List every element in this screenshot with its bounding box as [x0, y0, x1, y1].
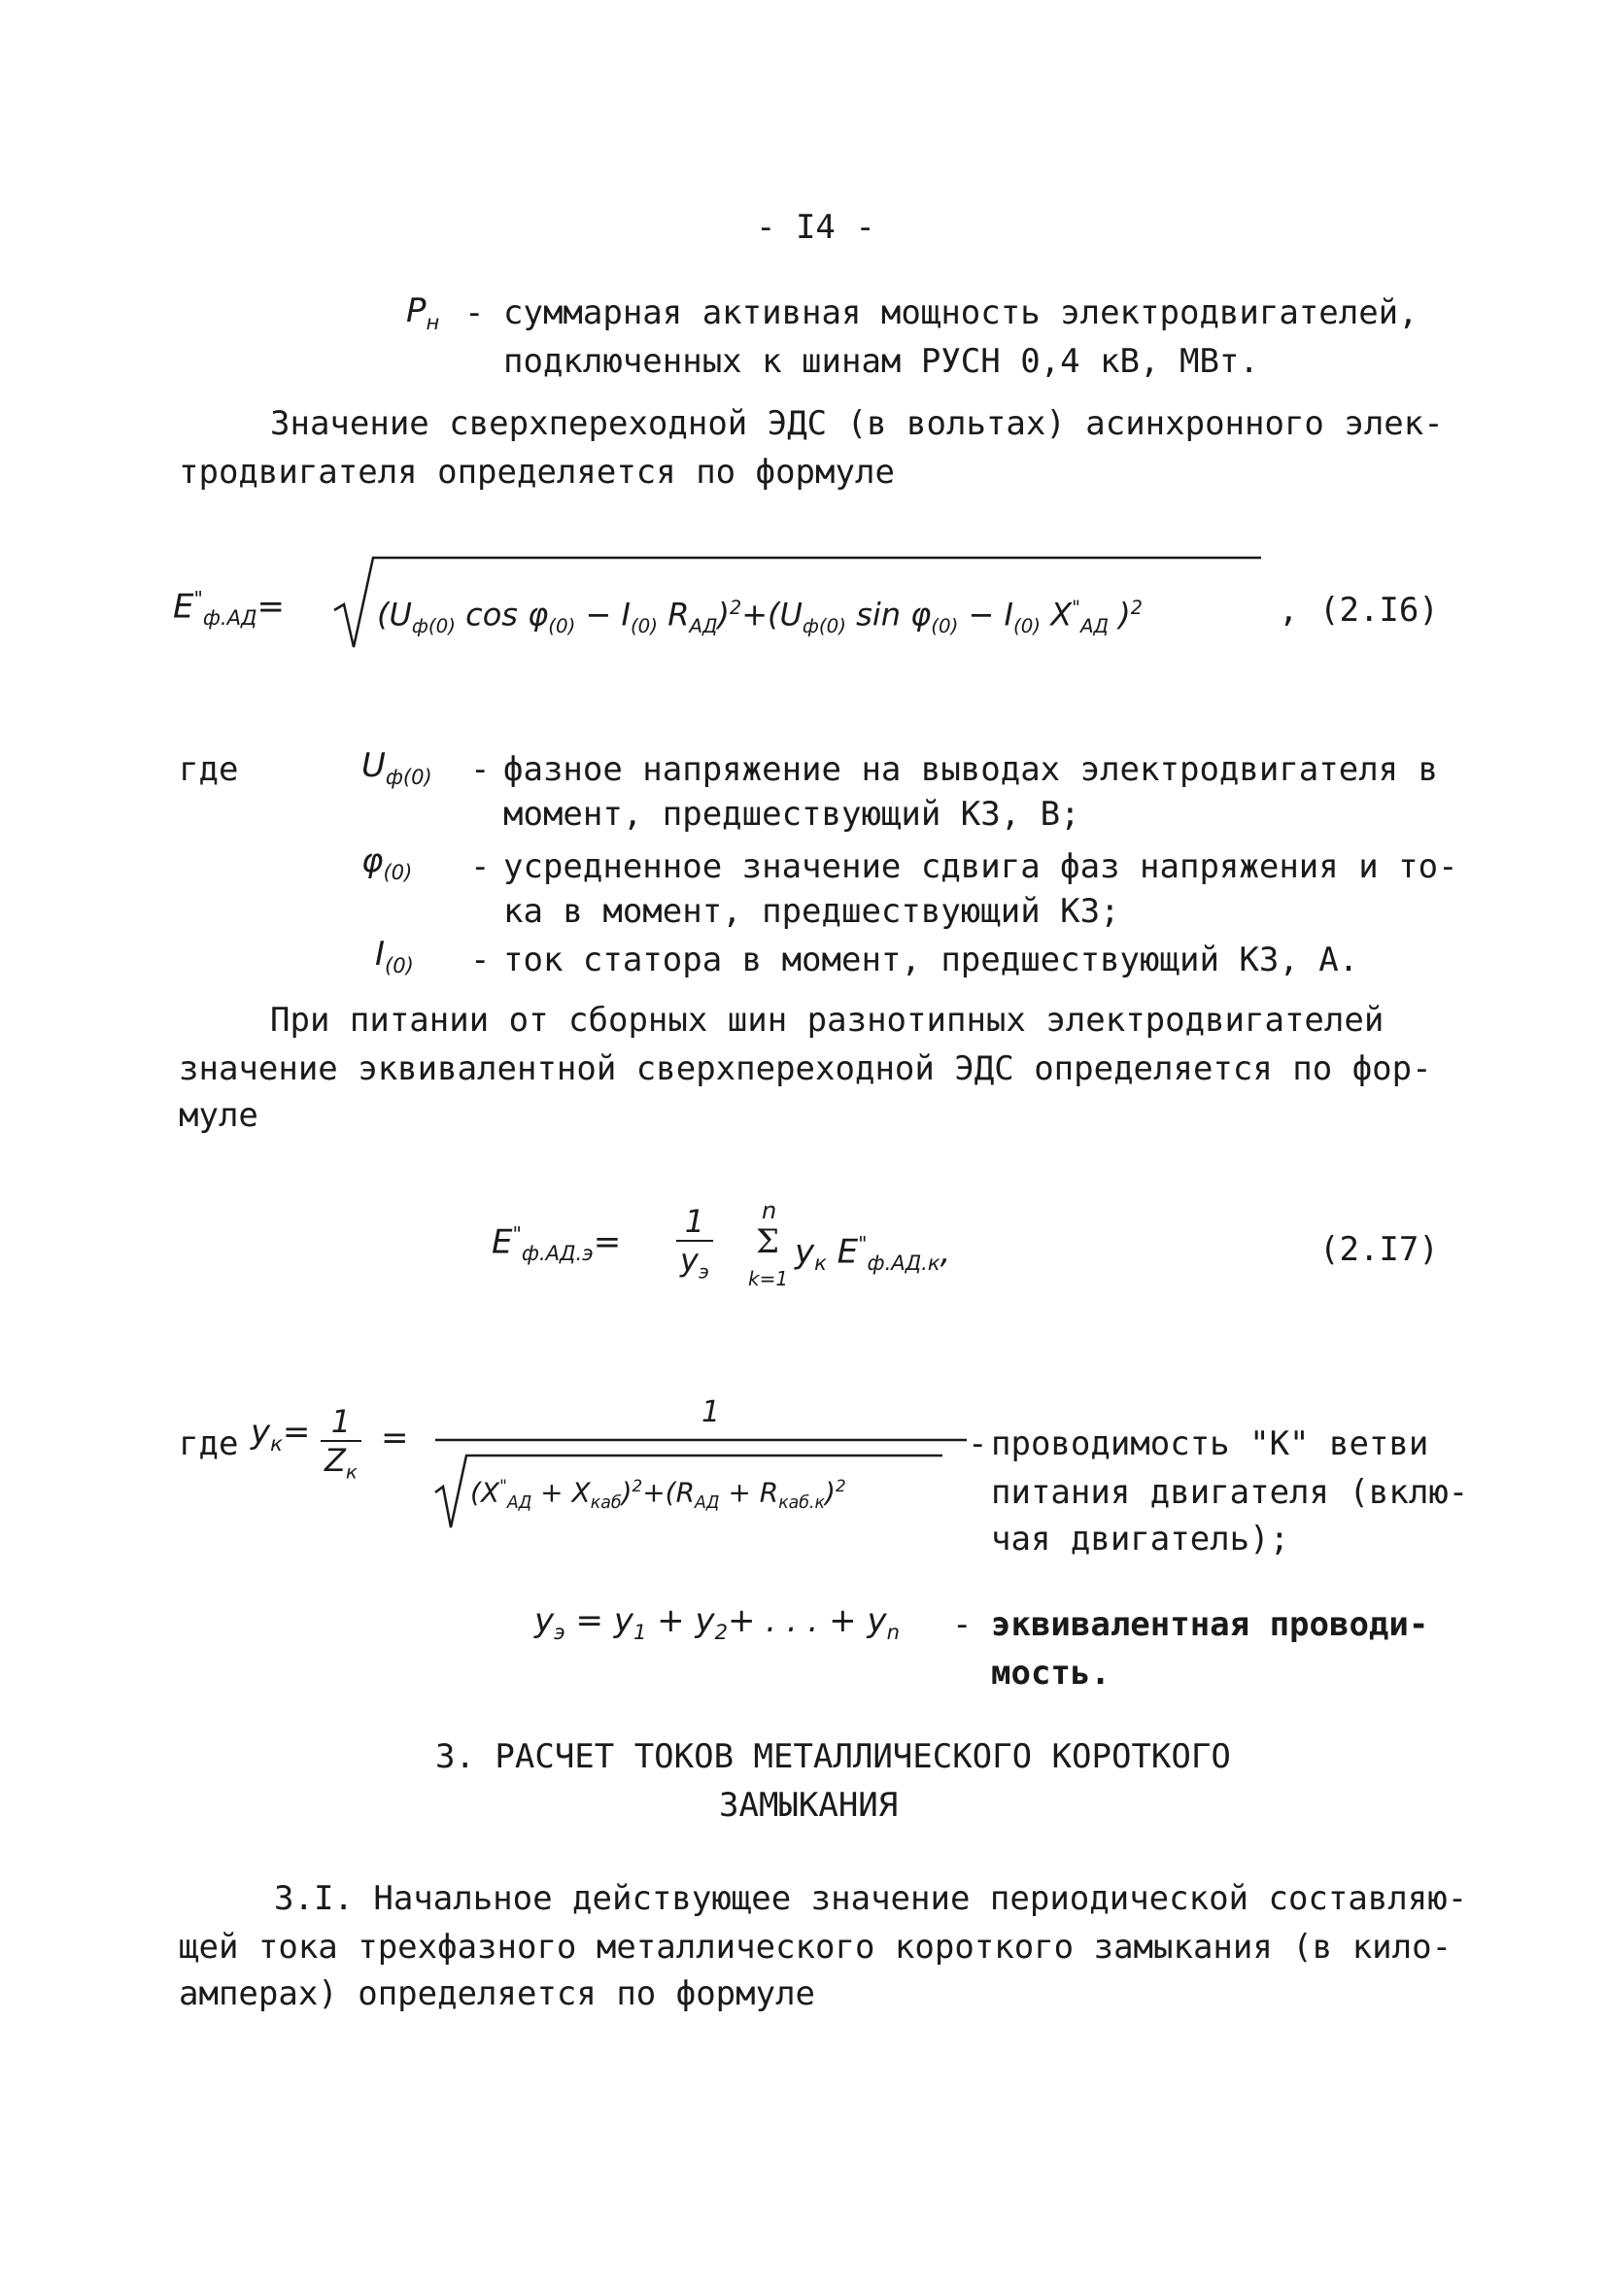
- equation-2-16: $E^"_{ф.АД}=$: [173, 587, 285, 631]
- def-dash: -: [464, 293, 485, 332]
- ye-desc-line2: мость.: [991, 1654, 1111, 1693]
- para1-line1: Значение сверхпереходной ЭДС (в вольтах) асинхронного элек-: [270, 404, 1444, 443]
- where2-desc-line1: проводимость "К" ветви: [991, 1424, 1429, 1463]
- symbol-p-n: [406, 288, 439, 346]
- where1-item2-line2: ка в момент, предшествующий КЗ;: [503, 892, 1120, 931]
- where1-item2-line1: усредненное значение сдвига фаз напряжения и то-: [503, 847, 1458, 886]
- big-fraction-numerator: 1: [701, 1395, 721, 1429]
- equation-number-2-16: (2.I6): [1319, 591, 1439, 630]
- equation-2-17-rhs: $y_к$ $E^"_{ф.АД.к}$,: [795, 1232, 951, 1276]
- para2-line2: значение эквивалентной сверхпереходной ЭДС определяется по фор-: [179, 1049, 1432, 1088]
- symbol-u-phi: $U_{ф(0)}$: [361, 746, 432, 789]
- symbol-p: P: [406, 291, 427, 330]
- where1-dash-3: -: [470, 941, 491, 979]
- yk-symbol: $y_к=$: [251, 1413, 311, 1456]
- def-p-line1: суммарная активная мощность электродвигателей,: [503, 293, 1419, 332]
- eq-2-17-fraction: $\frac{1}{y_э}$: [676, 1203, 713, 1283]
- where2-desc-line3: чая двигатель);: [991, 1520, 1290, 1559]
- equation-2-16-radicand: ($U_{ф(0)}$ $\cos \varphi_{(0)} - I_{(0)}$ $R_{АД})^2+(U_{ф(0)}$ $\sin \varphi_{(0)} - I_{(0)}$ $X^"_{АД}$ )$^2$: [377, 596, 1143, 638]
- where1-dash-1: -: [470, 750, 491, 789]
- sum-lower-limit: k=1: [748, 1267, 789, 1290]
- where2-desc-line2: питания двигателя (вклю-: [991, 1473, 1469, 1512]
- ye-dash: -: [952, 1605, 973, 1644]
- big-fraction-denominator: $(X^"_{АД} + X_{каб})^2+(R_{АД} + R_{каб.к})^2$: [470, 1476, 846, 1513]
- sum-sign: Σ: [756, 1222, 780, 1261]
- para3-line2: щей тока трехфазного металлического короткого замыкания (в кило-: [179, 1928, 1453, 1967]
- where1-dash-2: -: [470, 847, 491, 886]
- where2-dash: -: [968, 1424, 988, 1463]
- where1-item1-line2: момент, предшествующий КЗ, В;: [503, 795, 1080, 834]
- ye-desc-line1: эквивалентная проводи-: [991, 1605, 1429, 1644]
- symbol-i: $I_{(0)}$: [375, 935, 414, 977]
- where1-item3-line1: ток статора в момент, предшествующий КЗ, А.: [503, 941, 1359, 979]
- where-word-1: где: [179, 750, 239, 789]
- where-word-2: где: [179, 1424, 239, 1463]
- para3-line1: 3.I. Начальное действующее значение периодической составляю-: [274, 1879, 1468, 1918]
- symbol-phi: $\varphi_{(0)}$: [361, 841, 413, 884]
- yk-eq2: =: [381, 1419, 409, 1457]
- sum-upper-limit: n: [762, 1197, 777, 1224]
- para2-line3: муле: [179, 1096, 258, 1135]
- where1-item1-line1: фазное напряжение на выводах электродвигателя в: [503, 750, 1439, 789]
- equation-2-17: $E^"_{ф.АД.э}=$: [492, 1222, 622, 1266]
- symbol-p-sub: н: [426, 309, 440, 334]
- def-p-line2: подключенных к шинам РУСН 0,4 кВ, МВт.: [503, 342, 1259, 381]
- ye-formula: $y_э = y_1 + y_2+$ . . . + $y_n$: [534, 1601, 900, 1644]
- para1-line2: тродвигателя определяется по формуле: [179, 453, 895, 492]
- section-heading-line2: ЗАМЫКАНИЯ: [719, 1786, 899, 1825]
- para2-line1: При питании от сборных шин разнотипных электродвигателей: [270, 1001, 1385, 1040]
- one-over-zk: $\frac{1}{Z_к}$: [321, 1403, 361, 1483]
- page-number: - I4 -: [756, 208, 875, 247]
- eq-2-16-comma: ,: [1279, 591, 1299, 630]
- section-heading-line1: 3. РАСЧЕТ ТОКОВ МЕТАЛЛИЧЕСКОГО КОРОТКОГО: [435, 1737, 1231, 1776]
- equation-number-2-17: (2.I7): [1319, 1230, 1439, 1269]
- para3-line3: амперах) определяется по формуле: [179, 1974, 816, 2013]
